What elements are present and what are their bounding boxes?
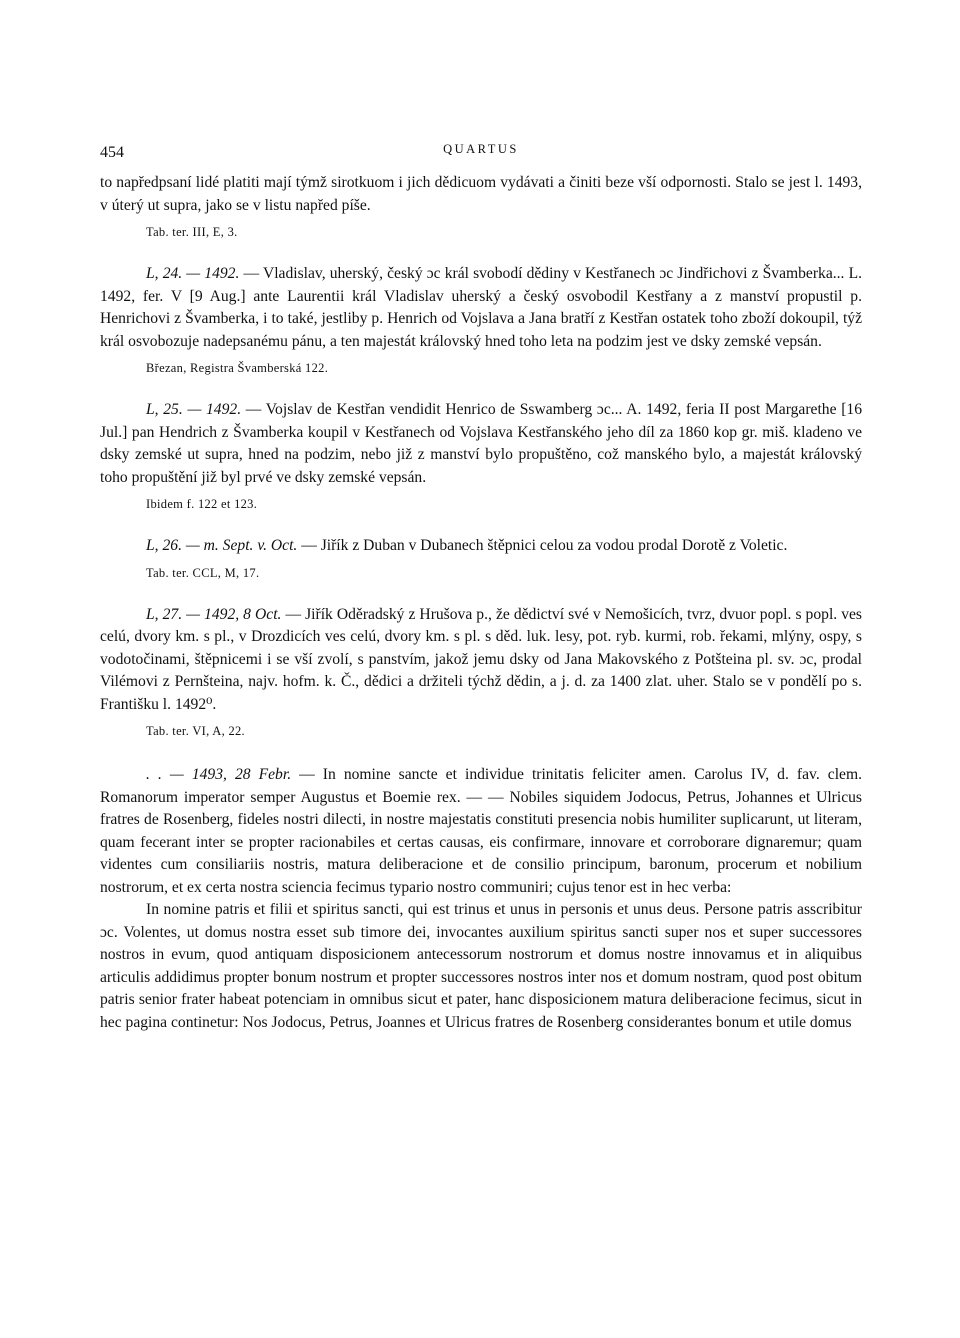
source-citation: Tab. ter. CCL, M, 17.	[146, 565, 260, 580]
regest-paragraph	[100, 399, 862, 489]
source-citation: Ibidem f. 122 et 123.	[146, 497, 258, 511]
document-page	[100, 138, 862, 1034]
charter-entry	[100, 764, 862, 1034]
regest-entry	[100, 399, 862, 513]
intro-paragraph: to napředpsaní lidé platiti mají týmž sirotkuom i jich dědicuom vydávati a činiti beze vší odpornosti. Stalo se jest l. 1493, v úterý ut supra, jako se v listu napřed píše.	[100, 174, 862, 214]
page-number: 454	[100, 144, 124, 161]
regest-text: — Jiřík Oděradský z Hrušova p., že dědictví své v Nemošicích, tvrz, dvuor popl. s popl. ves celú, dvory km. s pl., v Drozdicích ves celú, dvory km. s pl. s děd. luk. lesy, pot. ryb. kurmi, rob. řekami, mlýny, ospy, s vodotočinami, štěpnicemi i se vší zvolí, s panstvím, jakož jemu dsky od Jana Makovského z Potšteina pl. sv. ɔc, prodal Vilémovi z Pernšteina, najv. hofm. k. Č., dědici a držiteli týchž dědin, a j. d. za 1400 zlat. uher. Stalo se v pondělí po s. Františku l. 1492⁰.	[100, 605, 863, 713]
running-title: QUARTUS	[443, 142, 519, 156]
regest-id: L, 27. — 1492, 8 Oct.	[146, 605, 282, 623]
regest-text: — Vojslav de Kestřan vendidit Henrico de Sswamberg ɔc... A. 1492, feria II post Margarethe [16 Jul.] pan Hendrich z Švamberka koupil v Kestřanech od Vojslava Kestřanského jeho díl za 1860 kop gr. miš. kladeno ve dsky zemské ut supra, hned na podzim, nebo již z manství bylo propuštěno, což manského bylo, a majestát královský toho propuštění již byl prvé ve dsky zemské vepsán.	[100, 401, 863, 486]
charter-continuation: In nomine patris et filii et spiritus sancti, qui est trinus et unus in personis et unus deus. Persone patris asscribitur ɔc. Volentes, ut domus nostra esset sub timore dei, invocantes auxilium spiritus sancti super nos et super successores nostros in evum, quod antiquam disposicionem antecessorum nostrorum et domus nostre innovamus et in aliquibus articulis addidimus propter bonum nostrum et propter successores nostros inter nos et domum nostram, quod post obitum patris senior frater habeat potenciam in omnibus sicut et pater, hanc disposicionem matura deliberacione fecimus, sicut in hec pagina continetur: Nos Jodocus, Petrus, Joannes et Ulricus fratres de Rosenberg considerantes bonum et utile domus	[100, 901, 862, 1031]
regest-id: L, 26. — m. Sept. v. Oct.	[146, 537, 298, 554]
regest-paragraph	[100, 535, 862, 558]
regest-entry	[100, 604, 862, 741]
charter-paragraph	[100, 764, 862, 899]
regest-entry	[100, 263, 862, 377]
source-citation: Tab. ter. VI, A, 22.	[146, 724, 245, 738]
regest-id: L, 25. — 1492.	[146, 401, 242, 418]
regest-text: — Jiřík z Duban v Dubanech štěpnici celou za vodou prodal Dorotě z Voletic.	[297, 537, 788, 554]
regest-id: L, 24. — 1492.	[146, 265, 240, 282]
charter-id: . . — 1493, 28 Febr.	[146, 766, 292, 783]
source-citation: Tab. ter. III, E, 3.	[146, 225, 238, 239]
regest-entry	[100, 535, 862, 582]
charter-text: — In nomine sancte et individue trinitatis feliciter amen. Carolus IV, d. fav. clem. Romanorum imperator semper Augustus et Boemie rex. — — Nobiles siquidem Jodocus, Petrus, Johannes et Ulricus fratres de Rosenberg, fideles nostri dilecti, in nostre majestatis constituti presencia nobis humiliter suplicarunt, ut literam, quam fecerant inter se propter racionabiles et certas causas, eis confirmare, innovare et corroborare dignaremur; quam videntes cum consiliariis nostris, matura deliberacione et de consilio principum, baronum, procerum et nobilium nostrorum, et ex certa nostra sciencia fecimus typario nostro communiri; cujus tenor est in hec verba:	[100, 766, 862, 896]
regest-paragraph	[100, 604, 862, 717]
page-header	[100, 138, 862, 162]
regest-paragraph	[100, 263, 862, 353]
regest-text: — Vladislav, uherský, český ɔc král svobodí dědiny v Kestřanech ɔc Jindřichovi z Švamberka... L. 1492, fer. V [9 Aug.] ante Laurentii král Vladislav uherský a český osvobodil Kestřany a z manství propustil p. Henrichovi z Švamberka, i to také, jestliby p. Henrich od Vojslava a Jana bratří z Kestřan ostatek toho zboží dokoupil, týž král osvobozuje nadepsanému pánu, a ten majestát královský hned toho leta na podzim jest ve dsky zemské vepsán.	[100, 265, 862, 350]
source-citation: Březan, Registra Švamberská 122.	[146, 361, 329, 375]
